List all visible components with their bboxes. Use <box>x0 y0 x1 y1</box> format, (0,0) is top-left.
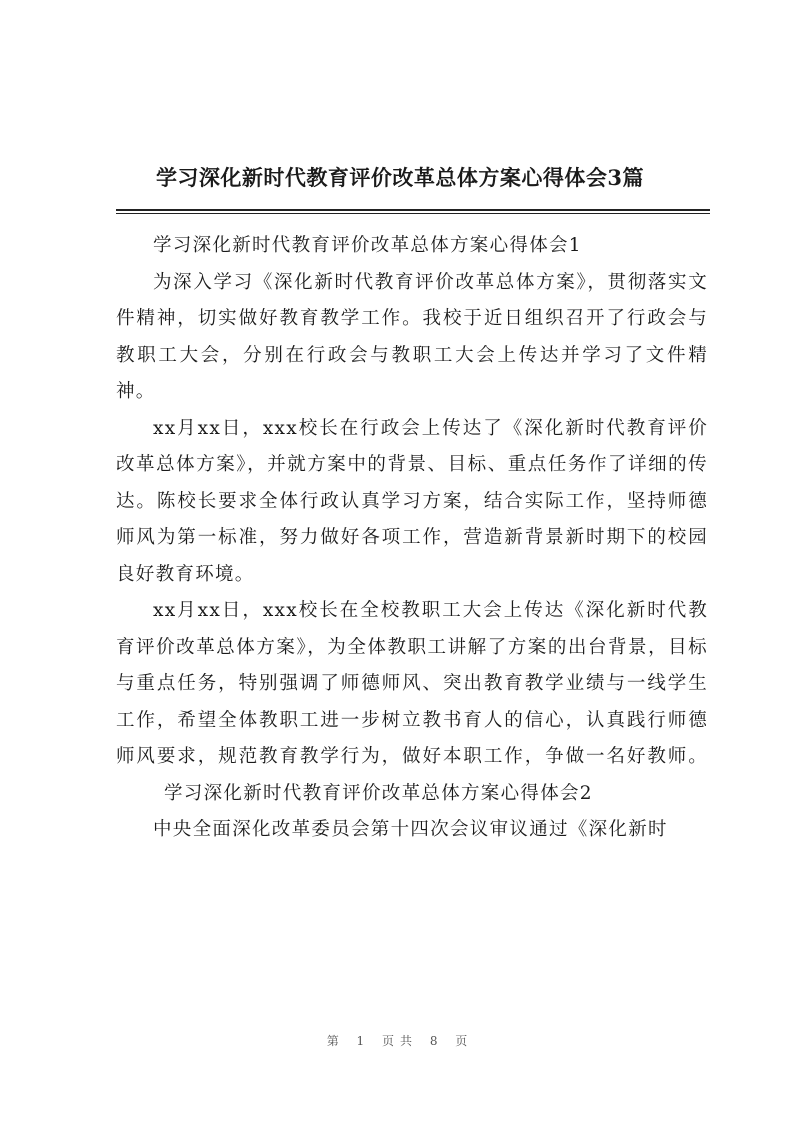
paragraph-2: xx月xx日，xxx校长在行政会上传达了《深化新时代教育评价改革总体方案》，并就方案中的背景、目标、重点任务作了详细的传达。陈校长要求全体行政认真学习方案，结合实际工作，坚持师德师风为第一标准，努力做好各项工作，营造新背景新时期下的校园良好教育环境。 <box>116 417 708 585</box>
document-body <box>116 228 708 849</box>
paragraph-1: 为深入学习《深化新时代教育评价改革总体方案》，贯彻落实文件精神，切实做好教育教学工作。我校于近日组织召开了行政会与教职工大会，分别在行政会与教职工大会上传达并学习了文件精神。 <box>116 271 708 402</box>
page-footer: 第 1 页共 8 页 <box>326 1034 474 1048</box>
title-rule-thick <box>116 209 710 211</box>
title-rule-thin <box>116 213 710 214</box>
paragraph-4: 中央全面深化改革委员会第十四次会议审议通过《深化新时 <box>153 819 668 840</box>
document-title: 学习深化新时代教育评价改革总体方案心得体会3篇 <box>155 165 645 190</box>
section-heading-1: 学习深化新时代教育评价改革总体方案心得体会1 <box>153 235 582 256</box>
paragraph-3 <box>116 593 708 812</box>
paragraph-3-text: xx月xx日，xxx校长在全校教职工大会上传达《深化新时代教育评价改革总体方案》，为全体教职工讲解了方案的出台背景，目标与重点任务，特别强调了师德师风、突出教育教学业绩与一线学生工作，希望全体教职工进一步树立教书育人的信心，认真践行师德师风要求，规范教育教学行为，做好本职工作，争做一名好教师。 <box>116 600 708 767</box>
section-heading-2: 学习深化新时代教育评价改革总体方案心得体会2 <box>164 782 593 804</box>
